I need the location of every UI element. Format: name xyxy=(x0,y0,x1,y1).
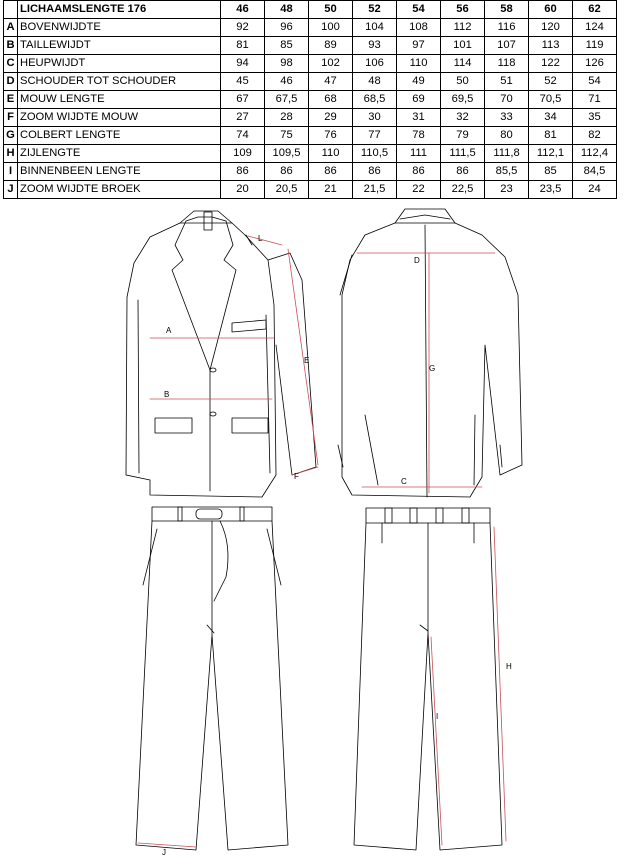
measurement-value: 89 xyxy=(309,37,353,55)
measurement-value: 71 xyxy=(573,91,617,109)
measurement-value: 70,5 xyxy=(529,91,573,109)
measurement-value: 81 xyxy=(221,37,265,55)
label-l: L xyxy=(258,234,263,243)
measurement-value: 22 xyxy=(397,181,441,199)
measurement-value: 77 xyxy=(353,127,397,145)
measurement-value: 28 xyxy=(265,109,309,127)
row-letter: J xyxy=(4,181,18,199)
measurement-value: 97 xyxy=(397,37,441,55)
jacket-back-drawing xyxy=(338,209,522,497)
measurement-value: 33 xyxy=(485,109,529,127)
size-chart-table xyxy=(3,0,617,199)
measurement-value: 101 xyxy=(441,37,485,55)
measurement-value: 70 xyxy=(485,91,529,109)
trousers-front-drawing xyxy=(136,507,288,850)
row-letter: F xyxy=(4,109,18,127)
measurement-value: 119 xyxy=(573,37,617,55)
row-letter: I xyxy=(4,163,18,181)
measurement-value: 110 xyxy=(309,145,353,163)
size-header: 48 xyxy=(265,1,309,19)
measurement-value: 48 xyxy=(353,73,397,91)
measurement-value: 81 xyxy=(529,127,573,145)
measurement-value: 86 xyxy=(397,163,441,181)
measurement-value: 69,5 xyxy=(441,91,485,109)
measurement-value: 113 xyxy=(529,37,573,55)
measurement-value: 108 xyxy=(397,19,441,37)
measurement-value: 51 xyxy=(485,73,529,91)
measurement-value: 86 xyxy=(441,163,485,181)
measurement-value: 85,5 xyxy=(485,163,529,181)
measurement-value: 86 xyxy=(221,163,265,181)
jacket-front-measure-lines xyxy=(150,236,318,475)
measurement-value: 111,5 xyxy=(441,145,485,163)
measurement-value: 22,5 xyxy=(441,181,485,199)
measurement-value: 49 xyxy=(397,73,441,91)
size-header: 52 xyxy=(353,1,397,19)
measurement-value: 27 xyxy=(221,109,265,127)
size-header: 58 xyxy=(485,1,529,19)
row-letter: G xyxy=(4,127,18,145)
size-header: 50 xyxy=(309,1,353,19)
header-letter-cell xyxy=(4,1,18,19)
table-row xyxy=(4,73,617,91)
label-j: J xyxy=(162,848,166,857)
row-letter: B xyxy=(4,37,18,55)
table-row xyxy=(4,55,617,73)
measurement-value: 52 xyxy=(529,73,573,91)
measurement-value: 126 xyxy=(573,55,617,73)
label-a: A xyxy=(166,326,172,335)
measurement-value: 98 xyxy=(265,55,309,73)
size-header: 56 xyxy=(441,1,485,19)
header-label: LICHAAMSLENGTE 176 xyxy=(18,1,221,19)
label-g: G xyxy=(429,364,436,373)
measurement-value: 86 xyxy=(309,163,353,181)
row-letter: C xyxy=(4,55,18,73)
measurement-value: 32 xyxy=(441,109,485,127)
measurement-value: 100 xyxy=(309,19,353,37)
measurement-value: 45 xyxy=(221,73,265,91)
table-row xyxy=(4,91,617,109)
measurement-value: 67,5 xyxy=(265,91,309,109)
table-row xyxy=(4,109,617,127)
measurement-value: 68 xyxy=(309,91,353,109)
measurement-value: 21 xyxy=(309,181,353,199)
trousers-back-measure-lines xyxy=(431,527,506,845)
measurement-value: 106 xyxy=(353,55,397,73)
trousers-back-drawing xyxy=(354,508,502,850)
measurement-value: 120 xyxy=(529,19,573,37)
measurement-value: 96 xyxy=(265,19,309,37)
measurement-value: 68,5 xyxy=(353,91,397,109)
measurement-value: 78 xyxy=(397,127,441,145)
measurement-name: ZOOM WIJDTE MOUW xyxy=(18,109,221,127)
measurement-value: 109,5 xyxy=(265,145,309,163)
measurement-value: 76 xyxy=(309,127,353,145)
measurement-value: 102 xyxy=(309,55,353,73)
table-body xyxy=(4,19,617,199)
table-row xyxy=(4,145,617,163)
table-row xyxy=(4,181,617,199)
measurement-value: 20,5 xyxy=(265,181,309,199)
measurement-name: HEUPWIJDT xyxy=(18,55,221,73)
measurement-value: 47 xyxy=(309,73,353,91)
row-letter: D xyxy=(4,73,18,91)
label-c: C xyxy=(401,477,407,486)
measurement-name: MOUW LENGTE xyxy=(18,91,221,109)
measurement-value: 84,5 xyxy=(573,163,617,181)
size-header: 46 xyxy=(221,1,265,19)
row-letter: A xyxy=(4,19,18,37)
measurement-value: 23 xyxy=(485,181,529,199)
label-b: B xyxy=(164,390,170,399)
label-e: E xyxy=(304,356,310,365)
measurement-name: SCHOUDER TOT SCHOUDER xyxy=(18,73,221,91)
measurement-value: 24 xyxy=(573,181,617,199)
measurement-name: COLBERT LENGTE xyxy=(18,127,221,145)
measurement-value: 85 xyxy=(529,163,573,181)
measurement-value: 46 xyxy=(265,73,309,91)
measurement-value: 111,8 xyxy=(485,145,529,163)
measurement-value: 69 xyxy=(397,91,441,109)
measurement-value: 79 xyxy=(441,127,485,145)
measurement-value: 112,1 xyxy=(529,145,573,163)
measurement-value: 31 xyxy=(397,109,441,127)
measurement-value: 122 xyxy=(529,55,573,73)
measurement-value: 29 xyxy=(309,109,353,127)
measurement-value: 21,5 xyxy=(353,181,397,199)
measurement-value: 67 xyxy=(221,91,265,109)
garment-technical-drawings xyxy=(0,205,633,866)
table-row xyxy=(4,19,617,37)
measurement-value: 75 xyxy=(265,127,309,145)
label-f: F xyxy=(294,472,299,481)
size-header: 54 xyxy=(397,1,441,19)
measurement-name: TAILLEWIJDT xyxy=(18,37,221,55)
size-header: 62 xyxy=(573,1,617,19)
table-row xyxy=(4,127,617,145)
measurement-value: 112,4 xyxy=(573,145,617,163)
measurement-value: 30 xyxy=(353,109,397,127)
measurement-value: 124 xyxy=(573,19,617,37)
measurement-value: 118 xyxy=(485,55,529,73)
measurement-value: 80 xyxy=(485,127,529,145)
table-header-row xyxy=(4,1,617,19)
measurement-value: 112 xyxy=(441,19,485,37)
measurement-value: 93 xyxy=(353,37,397,55)
measurement-value: 20 xyxy=(221,181,265,199)
measurement-value: 114 xyxy=(441,55,485,73)
measurement-value: 109 xyxy=(221,145,265,163)
label-i: I xyxy=(436,712,439,721)
size-header: 60 xyxy=(529,1,573,19)
row-letter: E xyxy=(4,91,18,109)
measurement-value: 104 xyxy=(353,19,397,37)
measurement-name: BINNENBEEN LENGTE xyxy=(18,163,221,181)
measurement-name: ZIJLENGTE xyxy=(18,145,221,163)
label-h: H xyxy=(506,662,512,671)
label-d: D xyxy=(414,256,420,265)
measurement-value: 86 xyxy=(353,163,397,181)
row-letter: H xyxy=(4,145,18,163)
measurement-name: BOVENWIJDTE xyxy=(18,19,221,37)
measurement-value: 85 xyxy=(265,37,309,55)
table-row xyxy=(4,163,617,181)
measurement-value: 54 xyxy=(573,73,617,91)
measurement-value: 110 xyxy=(397,55,441,73)
measurement-value: 94 xyxy=(221,55,265,73)
measurement-value: 34 xyxy=(529,109,573,127)
measurement-value: 110,5 xyxy=(353,145,397,163)
measurement-value: 107 xyxy=(485,37,529,55)
measurement-value: 92 xyxy=(221,19,265,37)
measurement-value: 74 xyxy=(221,127,265,145)
measurement-value: 35 xyxy=(573,109,617,127)
measurement-value: 50 xyxy=(441,73,485,91)
measurement-value: 111 xyxy=(397,145,441,163)
measurement-value: 23,5 xyxy=(529,181,573,199)
table-row xyxy=(4,37,617,55)
measurement-name: ZOOM WIJDTE BROEK xyxy=(18,181,221,199)
measurement-value: 86 xyxy=(265,163,309,181)
trousers-front-measure-lines xyxy=(138,843,196,847)
measurement-value: 82 xyxy=(573,127,617,145)
measurement-value: 116 xyxy=(485,19,529,37)
jacket-front-drawing xyxy=(126,211,316,497)
